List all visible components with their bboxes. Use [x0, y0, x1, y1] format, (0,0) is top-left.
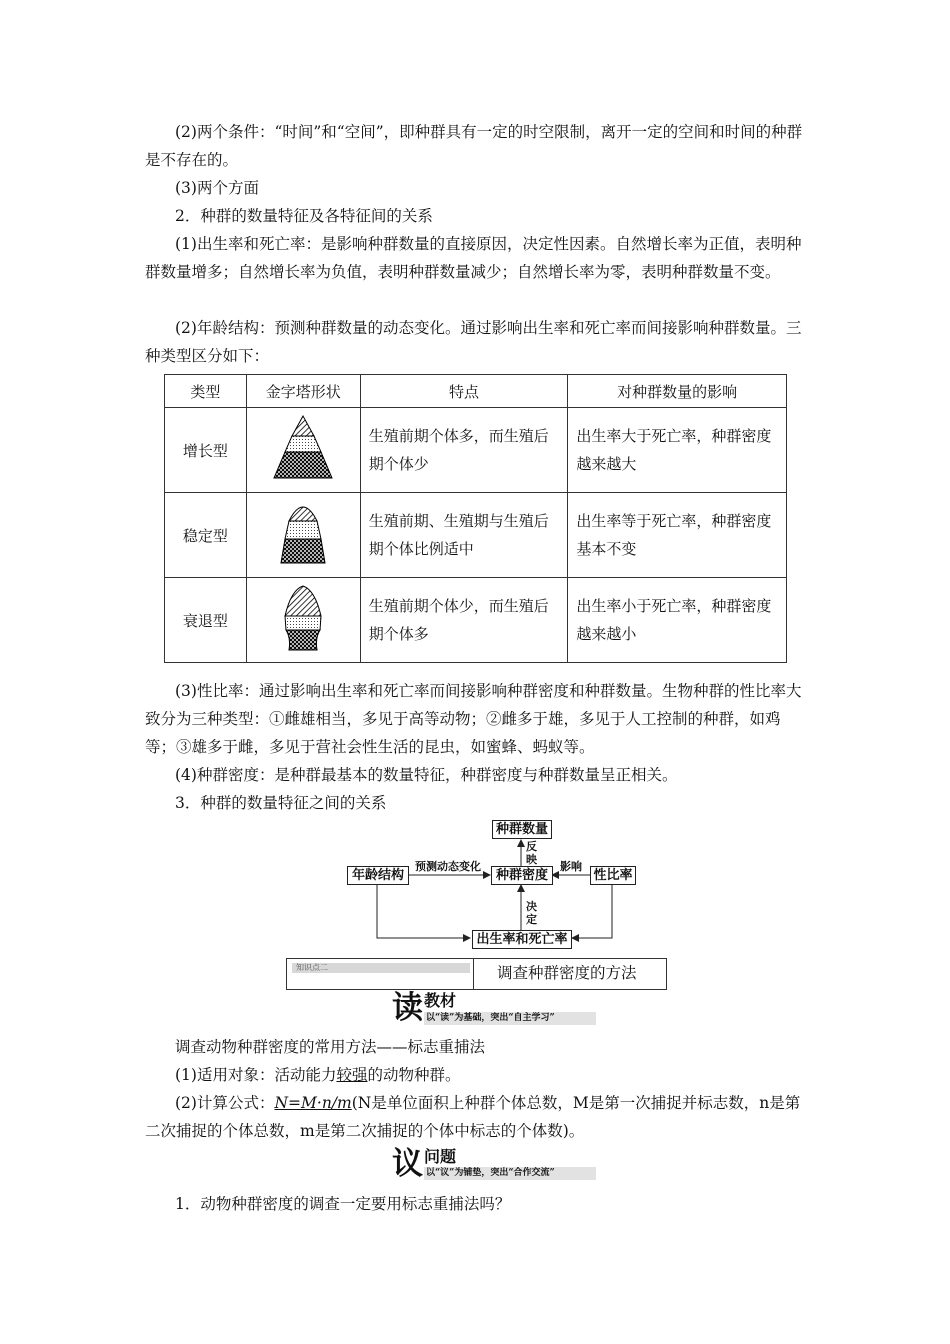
paragraph-birth-death: (1)出生率和死亡率：是影响种群数量的直接原因，决定性因素。自然增长率为正值，表明种群数量增多；自然增长率为负值，表明种群数量减少；自然增长率为零，表明种群数量不变。 [145, 235, 802, 281]
discuss-banner-subtitle: 以“议”为铺垫，突出“合作交流” [424, 1167, 596, 1180]
type-cell: 衰退型 [165, 578, 247, 663]
discuss-banner-glyph: 议 [392, 1146, 423, 1182]
read-banner-word: 教材 [424, 991, 457, 1010]
section-tag: 知识点二 [292, 963, 470, 973]
paragraph-two-aspects: (3)两个方面 [175, 179, 259, 197]
method-applicability: (1)适用对象：活动能力较强的动物种群。 [175, 1066, 461, 1084]
section-title: 调查种群密度的方法 [497, 964, 637, 982]
node-age-structure: 年龄结构 [347, 866, 409, 885]
read-banner-glyph: 读 [392, 990, 423, 1026]
effect-cell: 出生率小于死亡率，种群密度越来越小 [568, 578, 787, 663]
effect-cell: 出生率等于死亡率，种群密度基本不变 [568, 493, 787, 578]
section-heading-3: 3．种群的数量特征之间的关系 [175, 794, 387, 812]
label-decide: 决定 [526, 900, 537, 926]
section-2-header [286, 958, 667, 990]
label-predict: 预测动态变化 [415, 860, 481, 873]
label-influence: 影响 [560, 860, 582, 873]
feature-cell: 生殖前期个体多，而生殖后期个体少 [360, 408, 568, 493]
paragraph-density: (4)种群密度：是种群最基本的数量特征，种群密度与种群数量呈正相关。 [175, 766, 678, 784]
effect-cell: 出生率大于死亡率，种群密度越来越大 [568, 408, 787, 493]
feature-cell: 生殖前期个体少，而生殖后期个体多 [360, 578, 568, 663]
paragraph-age-structure: (2)年龄结构：预测种群数量的动态变化。通过影响出生率和死亡率而间接影响种群数量。三种类型区分如下： [145, 319, 802, 365]
node-birth-death-rate: 出生率和死亡率 [472, 930, 572, 949]
type-cell: 增长型 [165, 408, 247, 493]
paragraph-two-conditions: (2)两个条件：“时间”和“空间”，即种群具有一定的时空限制，离开一定的空间和时间的种群是不存在的。 [145, 123, 803, 169]
feature-cell: 生殖前期、生殖期与生殖后期个体比例适中 [360, 493, 568, 578]
node-sex-ratio: 性比率 [590, 866, 636, 885]
discuss-banner-word: 问题 [424, 1147, 457, 1166]
type-cell: 稳定型 [165, 493, 247, 578]
read-banner-subtitle: 以“读”为基础，突出“自主学习” [424, 1012, 596, 1025]
table-header: 金字塔形状 [246, 375, 360, 408]
formula: N=M·n/m [274, 1094, 352, 1112]
paragraph-sex-ratio: (3)性比率：通过影响出生率和死亡率而间接影响种群密度和种群数量。生物种群的性比率大致分为三种类型：①雌雄相当，多见于高等动物；②雌多于雄，多见于人工控制的种群，如鸡等；③雄多于雌，多见于营社会性生活的昆虫，如蜜蜂、蚂蚁等。 [145, 682, 802, 756]
underlined-keyword: 较强 [336, 1066, 368, 1084]
table-header: 特点 [360, 375, 568, 408]
table-header: 类型 [165, 375, 247, 408]
label-reflect: 反映 [526, 840, 537, 866]
section-heading-2: 2．种群的数量特征及各特征间的关系 [175, 207, 433, 225]
node-population-quantity: 种群数量 [492, 820, 552, 839]
table-header: 对种群数量的影响 [568, 375, 787, 408]
method-formula: (2)计算公式：N=M·n/m(N是单位面积上种群个体总数，M是第一次捕捉并标志数，n是第二次捕捉的个体总数，m是第二次捕捉的个体中标志的个体数)。 [145, 1094, 801, 1140]
method-title: 调查动物种群密度的常用方法——标志重捕法 [175, 1038, 486, 1056]
question-1: 1．动物种群密度的调查一定要用标志重捕法吗？ [175, 1195, 511, 1213]
node-population-density: 种群密度 [491, 866, 553, 885]
